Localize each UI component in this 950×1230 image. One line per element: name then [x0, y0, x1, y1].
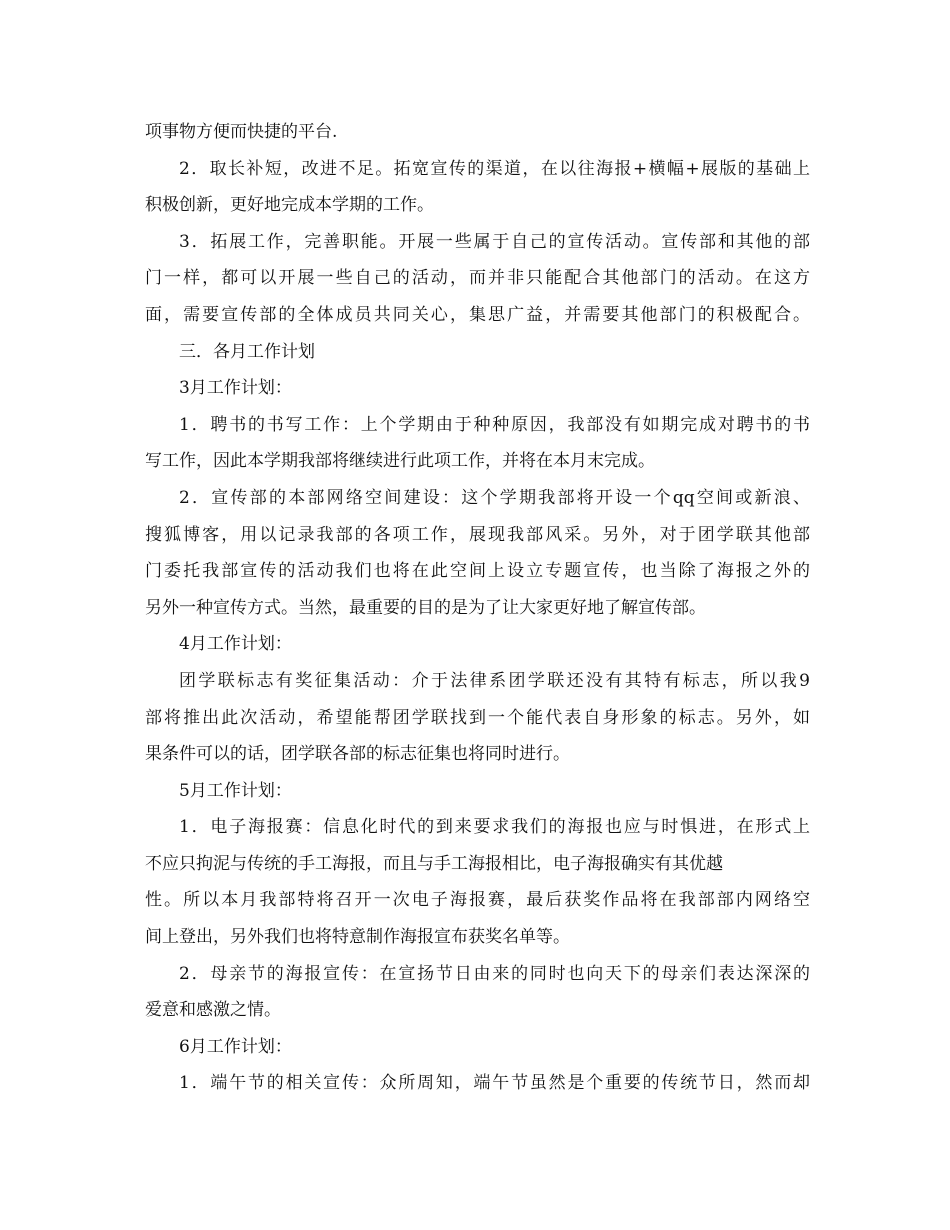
document-line: 积极创新，更好地完成本学期的工作。 — [145, 195, 434, 216]
document-line: 门一样，都可以开展一些自己的活动，而并非只能配合其他部门的活动。在这方 — [145, 268, 810, 289]
document-line: 性。所以本月我部特将召开一次电子海报赛，最后获奖作品将在我部部内网络空 — [145, 890, 810, 911]
document-line: 爱意和感激之情。 — [145, 1000, 281, 1021]
document-line: 2．取长补短，改进不足。拓宽宣传的渠道，在以往海报+横幅+展版的基础上 — [179, 158, 810, 179]
document-body — [145, 114, 810, 1102]
document-line: 3月工作计划： — [179, 378, 292, 399]
document-line: 面，需要宣传部的全体成员共同关心，集思广益，并需要其他部门的积极配合。 — [145, 304, 810, 325]
document-line: 2．母亲节的海报宣传：在宣扬节日由来的同时也向天下的母亲们表达深深的 — [179, 963, 810, 984]
document-line: 1．端午节的相关宣传：众所周知，端午节虽然是个重要的传统节日，然而却 — [179, 1073, 810, 1094]
document-line: 3．拓展工作，完善职能。开展一些属于自己的宣传活动。宣传部和其他的部 — [179, 231, 810, 252]
document-line: 门委托我部宣传的活动我们也将在此空间上设立专题宣传，也当除了海报之外的 — [145, 561, 810, 582]
document-line: 5月工作计划： — [179, 780, 292, 801]
document-line: 1．电子海报赛：信息化时代的到来要求我们的海报也应与时惧进，在形式上 — [179, 817, 810, 838]
document-line: 团学联标志有奖征集活动：介于法律系团学联还没有其特有标志，所以我9 — [179, 670, 810, 691]
document-line: 6月工作计划： — [179, 1036, 292, 1057]
document-line: 2．宣传部的本部网络空间建设：这个学期我部将开设一个qq空间或新浪、 — [179, 487, 810, 508]
document-line: 部将推出此次活动，希望能帮团学联找到一个能代表自身形象的标志。另外，如 — [145, 707, 810, 728]
document-line: 不应只拘泥与传统的手工海报，而且与手工海报相比，电子海报确实有其优越 — [145, 853, 723, 874]
document-line: 三．各月工作计划 — [179, 341, 315, 362]
document-line: 搜狐博客，用以记录我部的各项工作，展现我部风采。另外，对于团学联其他部 — [145, 524, 810, 545]
document-line: 4月工作计划： — [179, 634, 292, 655]
document-line: 项事物方便而快捷的平台. — [145, 122, 338, 142]
document-line: 1．聘书的书写工作：上个学期由于种种原因，我部没有如期完成对聘书的书 — [179, 414, 810, 435]
document-line: 间上登出，另外我们也将特意制作海报宣布获奖名单等。 — [145, 927, 570, 948]
document-line: 果条件可以的话，团学联各部的标志征集也将同时进行。 — [145, 744, 570, 765]
document-line: 写工作，因此本学期我部将继续进行此项工作，并将在本月末完成。 — [145, 451, 655, 472]
document-line: 另外一种宣传方式。当然，最重要的目的是为了让大家更好地了解宣传部。 — [145, 597, 706, 618]
